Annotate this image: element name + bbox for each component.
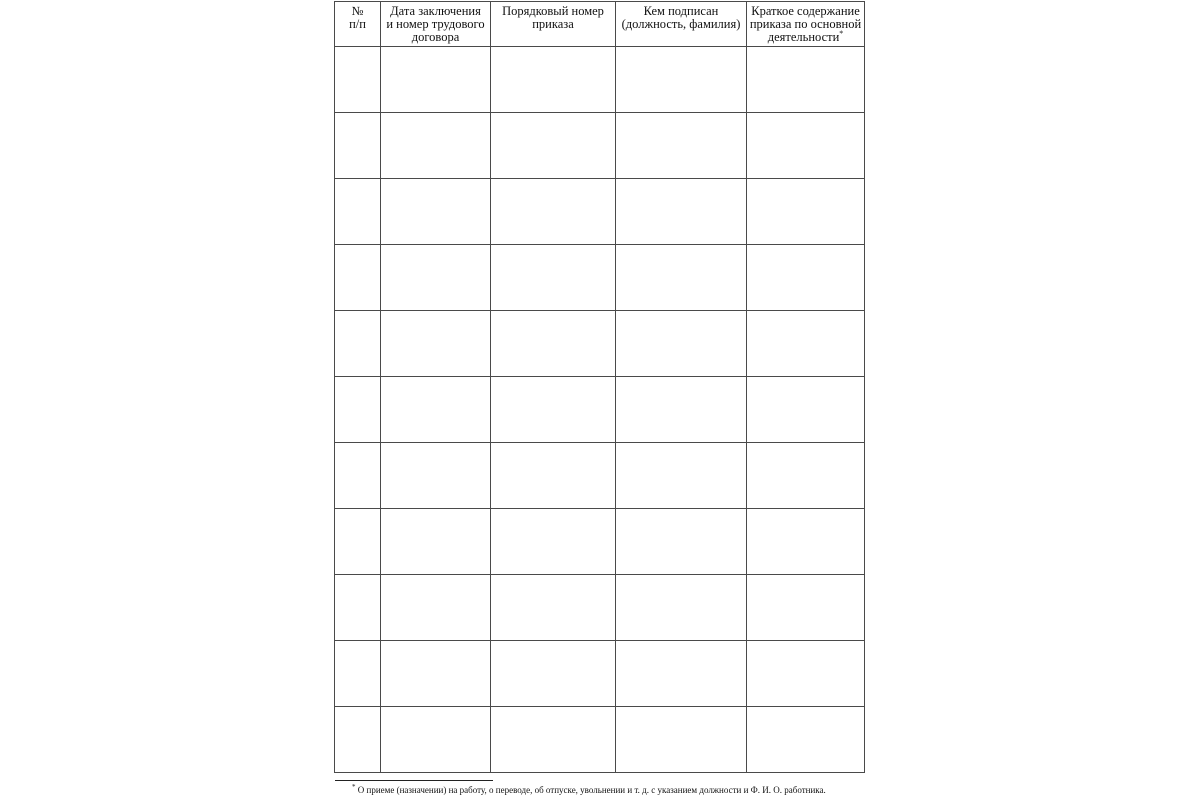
table-row xyxy=(335,575,865,641)
cell-order-number xyxy=(491,443,616,509)
cell-number xyxy=(335,311,381,377)
cell-summary xyxy=(747,443,865,509)
cell-summary xyxy=(747,47,865,113)
cell-summary xyxy=(747,377,865,443)
table-row xyxy=(335,641,865,707)
cell-number xyxy=(335,443,381,509)
header-order-number-line: приказа xyxy=(532,17,574,31)
header-summary xyxy=(747,2,865,47)
table-row xyxy=(335,47,865,113)
header-summary-line: приказа по основной xyxy=(749,17,862,31)
cell-contract-date xyxy=(381,575,491,641)
table-row xyxy=(335,443,865,509)
table-row xyxy=(335,113,865,179)
header-signed-by xyxy=(616,2,747,47)
footnote-divider xyxy=(335,780,493,781)
register-body xyxy=(335,47,865,773)
header-summary-line xyxy=(747,28,864,44)
cell-order-number xyxy=(491,509,616,575)
cell-signed-by xyxy=(616,377,747,443)
table-row xyxy=(335,311,865,377)
cell-signed-by xyxy=(616,509,747,575)
cell-order-number xyxy=(491,575,616,641)
cell-summary xyxy=(747,509,865,575)
footnote xyxy=(352,785,826,796)
cell-order-number xyxy=(491,245,616,311)
cell-contract-date xyxy=(381,443,491,509)
cell-signed-by xyxy=(616,311,747,377)
cell-number xyxy=(335,245,381,311)
table-row xyxy=(335,245,865,311)
cell-summary xyxy=(747,311,865,377)
cell-number xyxy=(335,179,381,245)
header-number-line: № xyxy=(351,4,364,18)
cell-contract-date xyxy=(381,245,491,311)
cell-summary xyxy=(747,575,865,641)
header-row xyxy=(335,2,865,47)
header-summary-line-text: деятельности xyxy=(767,30,840,44)
cell-contract-date xyxy=(381,311,491,377)
cell-contract-date xyxy=(381,509,491,575)
cell-order-number xyxy=(491,113,616,179)
cell-number xyxy=(335,377,381,443)
orders-register-table xyxy=(334,1,865,773)
footnote-marker: * xyxy=(839,28,844,38)
cell-summary xyxy=(747,179,865,245)
header-contract-date xyxy=(381,2,491,47)
cell-order-number xyxy=(491,707,616,773)
cell-summary xyxy=(747,113,865,179)
header-signed-by-line: Кем подписан xyxy=(643,4,719,18)
table-row xyxy=(335,707,865,773)
cell-summary xyxy=(747,707,865,773)
cell-order-number xyxy=(491,47,616,113)
cell-order-number xyxy=(491,179,616,245)
cell-signed-by xyxy=(616,47,747,113)
cell-signed-by xyxy=(616,575,747,641)
cell-number xyxy=(335,575,381,641)
cell-order-number xyxy=(491,641,616,707)
header-order-number-line: Порядковый номер xyxy=(502,4,604,18)
header-number-line: п/п xyxy=(349,17,366,31)
cell-number xyxy=(335,113,381,179)
header-contract-date-line: и номер трудового xyxy=(386,17,485,31)
footnote-marker: * xyxy=(352,783,356,791)
header-number xyxy=(335,2,381,47)
header-order-number xyxy=(491,2,616,47)
footnote-text: О приеме (назначении) на работу, о переводе, об отпуске, увольнении и т. д. с указанием должности и Ф. И. О. работника. xyxy=(357,785,826,795)
cell-number xyxy=(335,707,381,773)
table-row xyxy=(335,509,865,575)
header-summary-line: Краткое содержание xyxy=(751,4,860,18)
table-row xyxy=(335,377,865,443)
cell-summary xyxy=(747,641,865,707)
table-row xyxy=(335,179,865,245)
cell-number xyxy=(335,641,381,707)
cell-number xyxy=(335,47,381,113)
cell-signed-by xyxy=(616,113,747,179)
cell-order-number xyxy=(491,377,616,443)
cell-signed-by xyxy=(616,641,747,707)
cell-contract-date xyxy=(381,641,491,707)
cell-signed-by xyxy=(616,179,747,245)
header-contract-date-line: Дата заключения xyxy=(390,4,481,18)
cell-contract-date xyxy=(381,707,491,773)
cell-contract-date xyxy=(381,179,491,245)
cell-contract-date xyxy=(381,377,491,443)
header-contract-date-line: договора xyxy=(411,30,460,44)
cell-number xyxy=(335,509,381,575)
header-signed-by-line: (должность, фамилия) xyxy=(621,17,741,31)
cell-signed-by xyxy=(616,245,747,311)
cell-order-number xyxy=(491,311,616,377)
cell-signed-by xyxy=(616,707,747,773)
cell-contract-date xyxy=(381,113,491,179)
cell-signed-by xyxy=(616,443,747,509)
cell-contract-date xyxy=(381,47,491,113)
cell-summary xyxy=(747,245,865,311)
